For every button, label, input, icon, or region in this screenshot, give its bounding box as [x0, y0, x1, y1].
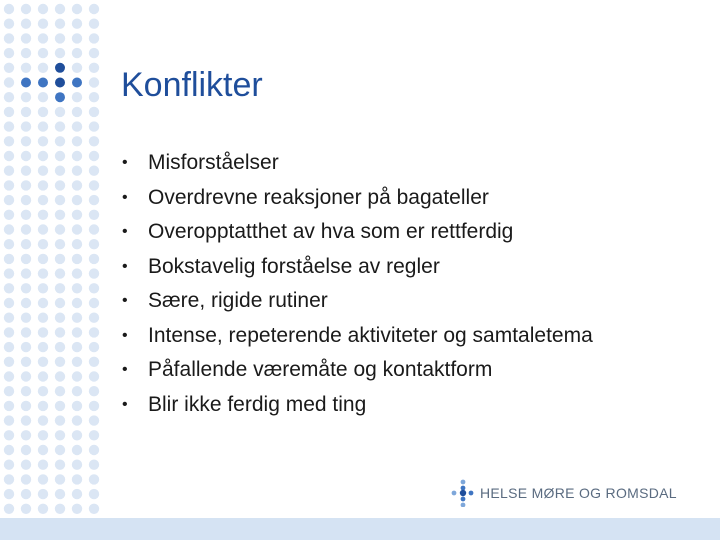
pattern-dot — [89, 401, 99, 411]
pattern-dot — [38, 313, 48, 323]
pattern-dot — [55, 460, 65, 470]
pattern-dot — [21, 166, 31, 176]
pattern-dot — [4, 460, 14, 470]
pattern-dot — [55, 474, 65, 484]
pattern-dot — [89, 136, 99, 146]
pattern-dot — [4, 121, 14, 131]
pattern-dot — [55, 254, 65, 264]
pattern-dot — [55, 445, 65, 455]
pattern-dot — [55, 48, 65, 58]
pattern-dot — [21, 489, 31, 499]
pattern-dot — [4, 166, 14, 176]
pattern-dot — [55, 78, 65, 88]
pattern-dot — [4, 298, 14, 308]
helse-dots-logo-icon — [450, 479, 476, 507]
pattern-dot — [38, 415, 48, 425]
pattern-dot — [21, 313, 31, 323]
bullet-text: Påfallende væremåte og kontaktform — [148, 358, 493, 381]
pattern-dot — [4, 401, 14, 411]
pattern-dot — [72, 136, 82, 146]
pattern-dot — [72, 151, 82, 161]
pattern-dot — [4, 445, 14, 455]
pattern-dot — [72, 357, 82, 367]
pattern-dot — [89, 460, 99, 470]
pattern-dot — [72, 166, 82, 176]
pattern-dot — [38, 430, 48, 440]
pattern-dot — [72, 401, 82, 411]
pattern-dot — [4, 371, 14, 381]
pattern-dot — [38, 460, 48, 470]
pattern-dot — [38, 63, 48, 73]
pattern-dot — [38, 48, 48, 58]
pattern-dot — [21, 48, 31, 58]
pattern-dot — [4, 63, 14, 73]
pattern-dot — [4, 4, 14, 14]
pattern-dot — [72, 327, 82, 337]
pattern-dot — [21, 92, 31, 102]
pattern-dot — [4, 415, 14, 425]
bullet-text: Blir ikke ferdig med ting — [148, 392, 367, 416]
pattern-dot — [38, 210, 48, 220]
pattern-dot — [55, 386, 65, 396]
bullet-text: Overdrevne reaksjoner på bagateller — [148, 185, 489, 209]
pattern-dot — [55, 107, 65, 117]
pattern-dot — [72, 445, 82, 455]
pattern-dot — [38, 283, 48, 293]
pattern-dot — [4, 504, 14, 514]
bullet-mark: • — [122, 395, 128, 413]
pattern-dot — [4, 77, 14, 87]
pattern-dot — [4, 180, 14, 190]
pattern-dot — [55, 224, 65, 234]
pattern-dot — [72, 48, 82, 58]
pattern-dot — [21, 371, 31, 381]
pattern-dot — [38, 166, 48, 176]
pattern-dot — [72, 298, 82, 308]
pattern-dot — [55, 342, 65, 352]
pattern-dot — [38, 239, 48, 249]
bullet-text: Sære, rigide rutiner — [148, 289, 328, 312]
pattern-dot — [55, 19, 65, 29]
pattern-dot — [55, 283, 65, 293]
pattern-dot — [4, 342, 14, 352]
bullet-text: Intense, repeterende aktiviteter og samtaletema — [148, 323, 593, 347]
pattern-dot — [38, 151, 48, 161]
pattern-dot — [89, 357, 99, 367]
pattern-dot — [72, 430, 82, 440]
pattern-dot — [89, 121, 99, 131]
pattern-dot — [21, 63, 31, 73]
pattern-dot — [89, 254, 99, 264]
pattern-dot — [89, 313, 99, 323]
bullet-item — [122, 250, 593, 285]
pattern-dot — [21, 342, 31, 352]
pattern-dot — [21, 254, 31, 264]
pattern-dot — [55, 401, 65, 411]
pattern-dot — [4, 357, 14, 367]
pattern-dot — [21, 78, 31, 88]
pattern-dot — [21, 195, 31, 205]
pattern-dot — [89, 386, 99, 396]
decorative-dot-pattern — [0, 0, 100, 515]
pattern-dot — [38, 195, 48, 205]
pattern-dot — [72, 121, 82, 131]
pattern-dot — [4, 430, 14, 440]
bullet-item — [122, 215, 593, 250]
pattern-dot — [55, 4, 65, 14]
pattern-dot — [72, 460, 82, 470]
slide-title: Konflikter — [121, 66, 263, 104]
pattern-dot — [21, 180, 31, 190]
pattern-dot — [38, 327, 48, 337]
pattern-dot — [55, 136, 65, 146]
pattern-dot — [38, 224, 48, 234]
pattern-dot — [55, 415, 65, 425]
pattern-dot — [72, 474, 82, 484]
pattern-dot — [55, 121, 65, 131]
pattern-dot — [21, 19, 31, 29]
pattern-dot — [89, 224, 99, 234]
bullet-mark: • — [122, 188, 128, 206]
pattern-dot — [89, 63, 99, 73]
pattern-dot — [55, 504, 65, 514]
pattern-dot — [72, 210, 82, 220]
pattern-dot — [21, 121, 31, 131]
pattern-dot — [4, 327, 14, 337]
pattern-dot — [38, 386, 48, 396]
pattern-dot — [55, 371, 65, 381]
bullet-mark: • — [122, 361, 128, 378]
pattern-dot — [89, 489, 99, 499]
pattern-dot — [21, 327, 31, 337]
pattern-dot — [21, 386, 31, 396]
pattern-dot — [38, 121, 48, 131]
logo-text: HELSE MØRE OG ROMSDAL — [480, 485, 677, 501]
pattern-dot — [72, 239, 82, 249]
pattern-dot — [38, 357, 48, 367]
pattern-dot — [72, 92, 82, 102]
pattern-dot — [4, 19, 14, 29]
pattern-dot — [89, 4, 99, 14]
pattern-dot — [21, 239, 31, 249]
pattern-dot — [21, 415, 31, 425]
bottom-bar — [0, 518, 720, 540]
pattern-dot — [89, 504, 99, 514]
bullet-item — [122, 319, 593, 354]
pattern-dot — [21, 33, 31, 43]
bullet-list — [122, 146, 593, 422]
pattern-dot — [38, 254, 48, 264]
pattern-dot — [55, 313, 65, 323]
pattern-dot — [38, 92, 48, 102]
pattern-dot — [21, 460, 31, 470]
bullet-mark: • — [122, 223, 128, 240]
pattern-dot — [55, 151, 65, 161]
pattern-dot — [4, 136, 14, 146]
pattern-dot — [89, 327, 99, 337]
pattern-dot — [4, 92, 14, 102]
pattern-dot — [4, 33, 14, 43]
pattern-dot — [4, 254, 14, 264]
pattern-dot — [21, 283, 31, 293]
pattern-dot — [72, 78, 82, 88]
bullet-mark: • — [122, 326, 128, 344]
pattern-dot — [38, 268, 48, 278]
pattern-dot — [89, 48, 99, 58]
pattern-dot — [21, 430, 31, 440]
pattern-dot — [72, 195, 82, 205]
pattern-dot — [55, 180, 65, 190]
pattern-dot — [89, 166, 99, 176]
pattern-dot — [21, 298, 31, 308]
pattern-dot — [21, 474, 31, 484]
pattern-dot — [72, 371, 82, 381]
pattern-dot — [38, 19, 48, 29]
pattern-dot — [38, 474, 48, 484]
pattern-dot — [55, 92, 65, 102]
pattern-dot — [21, 504, 31, 514]
bullet-item — [122, 388, 593, 423]
bullet-item — [122, 353, 593, 388]
pattern-dot — [21, 268, 31, 278]
pattern-dot — [21, 136, 31, 146]
pattern-dot — [89, 415, 99, 425]
pattern-dot — [38, 33, 48, 43]
bullet-item — [122, 146, 593, 181]
pattern-dot — [55, 489, 65, 499]
pattern-dot — [89, 92, 99, 102]
pattern-dot — [55, 33, 65, 43]
pattern-dot — [4, 313, 14, 323]
bullet-mark: • — [122, 292, 128, 309]
pattern-dot — [72, 489, 82, 499]
pattern-dot — [72, 63, 82, 73]
pattern-dot — [55, 195, 65, 205]
pattern-dot — [55, 298, 65, 308]
pattern-dot — [38, 180, 48, 190]
pattern-dot — [55, 357, 65, 367]
pattern-dot — [72, 313, 82, 323]
pattern-dot — [21, 224, 31, 234]
pattern-dot — [89, 33, 99, 43]
pattern-dot — [72, 19, 82, 29]
pattern-dot — [55, 63, 65, 73]
pattern-dot — [21, 4, 31, 14]
pattern-dot — [38, 78, 48, 88]
pattern-dot — [21, 210, 31, 220]
bullet-text: Misforståelser — [148, 151, 279, 174]
pattern-dot — [72, 33, 82, 43]
pattern-dot — [21, 401, 31, 411]
pattern-dot — [89, 239, 99, 249]
pattern-dot — [89, 151, 99, 161]
pattern-dot — [4, 195, 14, 205]
pattern-dot — [38, 4, 48, 14]
pattern-dot — [89, 268, 99, 278]
pattern-dot — [89, 474, 99, 484]
pattern-dot — [89, 342, 99, 352]
pattern-dot — [4, 48, 14, 58]
pattern-dot — [4, 239, 14, 249]
pattern-dot — [4, 283, 14, 293]
pattern-dot — [89, 107, 99, 117]
bullet-text: Overopptatthet av hva som er rettferdig — [148, 220, 514, 243]
pattern-dot — [4, 107, 14, 117]
pattern-dot — [4, 268, 14, 278]
pattern-dot — [89, 298, 99, 308]
pattern-dot — [72, 254, 82, 264]
pattern-dot — [72, 268, 82, 278]
pattern-dot — [72, 504, 82, 514]
bullet-mark: • — [122, 257, 128, 275]
bullet-text: Bokstavelig forståelse av regler — [148, 254, 440, 278]
pattern-dot — [21, 357, 31, 367]
pattern-dot — [55, 327, 65, 337]
pattern-dot — [89, 77, 99, 87]
pattern-dot — [38, 445, 48, 455]
bullet-item — [122, 284, 593, 319]
pattern-dot — [89, 445, 99, 455]
pattern-dot — [4, 224, 14, 234]
pattern-dot — [38, 298, 48, 308]
pattern-dot — [55, 166, 65, 176]
pattern-dot — [55, 210, 65, 220]
pattern-dot — [55, 268, 65, 278]
pattern-dot — [89, 210, 99, 220]
pattern-dot — [55, 430, 65, 440]
pattern-dot — [72, 107, 82, 117]
bullet-mark: • — [122, 154, 128, 171]
pattern-dot — [21, 151, 31, 161]
pattern-dot — [38, 371, 48, 381]
pattern-dot — [89, 19, 99, 29]
pattern-dot — [55, 239, 65, 249]
pattern-dot — [21, 445, 31, 455]
pattern-dot — [72, 180, 82, 190]
pattern-dot — [21, 107, 31, 117]
pattern-dot — [72, 415, 82, 425]
organization-logo — [450, 479, 680, 507]
pattern-dot — [72, 283, 82, 293]
pattern-dot — [38, 401, 48, 411]
pattern-dot — [89, 283, 99, 293]
pattern-dot — [4, 210, 14, 220]
pattern-dot — [89, 430, 99, 440]
pattern-dot — [38, 342, 48, 352]
pattern-dot — [38, 136, 48, 146]
pattern-dot — [4, 151, 14, 161]
bullet-item — [122, 181, 593, 216]
pattern-dot — [72, 342, 82, 352]
pattern-dot — [4, 386, 14, 396]
pattern-dot — [72, 386, 82, 396]
pattern-dot — [4, 474, 14, 484]
pattern-dot — [72, 224, 82, 234]
pattern-dot — [72, 4, 82, 14]
pattern-dot — [38, 107, 48, 117]
pattern-dot — [89, 371, 99, 381]
pattern-dot — [38, 489, 48, 499]
pattern-dot — [89, 180, 99, 190]
pattern-dot — [4, 489, 14, 499]
pattern-dot — [38, 504, 48, 514]
pattern-dot — [89, 195, 99, 205]
